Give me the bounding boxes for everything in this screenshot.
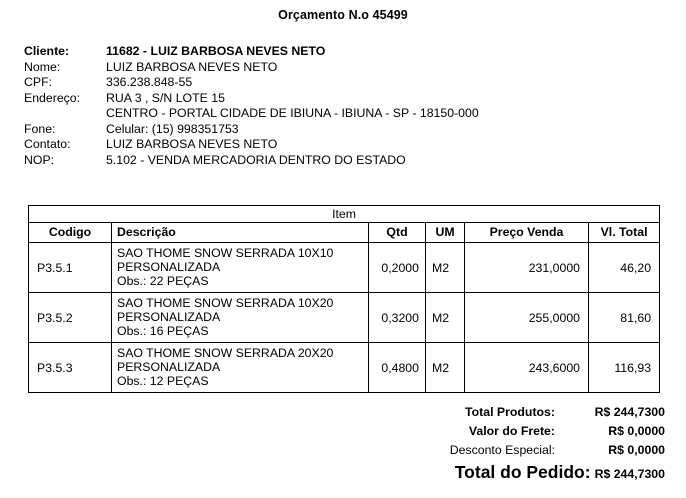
customer-label-cliente: Cliente: <box>24 44 70 58</box>
customer-label-contato: Contato: <box>24 137 71 151</box>
descricao-line-2: PERSONALIZADA <box>117 360 221 374</box>
cell-um: M2 <box>426 293 465 343</box>
customer-row-endereco <box>24 91 664 107</box>
cell-vl-total: 116,93 <box>589 343 660 393</box>
customer-value-fone: Celular: (15) 998351753 <box>106 121 239 136</box>
descricao-line-1: SAO THOME SNOW SERRADA 20X20 <box>117 346 334 360</box>
desconto-especial-label: Desconto Especial: <box>449 443 555 457</box>
total-pedido-label: Total do Pedido: <box>454 462 591 482</box>
totals-block <box>380 405 665 488</box>
column-header-qtd[interactable]: Qtd <box>369 223 426 243</box>
customer-value-contato: LUIZ BARBOSA NEVES NETO <box>106 137 278 151</box>
items-table-group-header: Item <box>29 206 660 223</box>
cell-descricao <box>112 243 369 293</box>
items-table-header-row <box>29 223 660 243</box>
table-row <box>29 293 660 343</box>
customer-row-nop <box>24 153 664 169</box>
customer-label-cpf: CPF: <box>24 75 53 89</box>
column-header-descricao[interactable]: Descrição <box>112 223 369 243</box>
cell-preco-venda: 243,6000 <box>465 343 589 393</box>
total-pedido-row <box>380 462 665 488</box>
descricao-observacao: Obs.: 22 PEÇAS <box>117 274 209 288</box>
cell-descricao <box>112 293 369 343</box>
desconto-especial-value: R$ 0,0000 <box>608 443 665 457</box>
customer-value-endereco: RUA 3 , S/N LOTE 15 <box>106 90 225 105</box>
items-table <box>28 205 660 393</box>
descricao-line-1: SAO THOME SNOW SERRADA 10X10 <box>117 246 334 260</box>
customer-label-nome: Nome: <box>24 59 61 74</box>
cell-vl-total: 81,60 <box>589 293 660 343</box>
customer-row-cpf <box>24 75 664 91</box>
customer-row-nome <box>24 60 664 76</box>
cell-codigo: P3.5.2 <box>29 293 112 343</box>
descricao-observacao: Obs.: 16 PEÇAS <box>117 324 209 338</box>
customer-row-contato <box>24 137 664 153</box>
column-header-vl-total[interactable]: Vl. Total <box>589 223 660 243</box>
cell-qtd: 0,3200 <box>369 293 426 343</box>
total-produtos-row <box>380 405 665 424</box>
cell-vl-total: 46,20 <box>589 243 660 293</box>
descricao-line-2: PERSONALIZADA <box>117 260 221 274</box>
column-header-preco-venda[interactable]: Preço Venda <box>465 223 589 243</box>
customer-row-fone <box>24 122 664 138</box>
items-table-group-header-row <box>29 206 660 223</box>
valor-frete-label: Valor do Frete: <box>468 424 555 438</box>
cell-codigo: P3.5.1 <box>29 243 112 293</box>
column-header-um[interactable]: UM <box>426 223 465 243</box>
table-row <box>29 243 660 293</box>
total-produtos-value: R$ 244,7300 <box>594 405 665 419</box>
customer-value-endereco-continued: CENTRO - PORTAL CIDADE DE IBIUNA - IBIUNA - SP - 18150-000 <box>106 106 479 120</box>
cell-preco-venda: 231,0000 <box>465 243 589 293</box>
customer-label-endereco: Endereço: <box>24 90 81 105</box>
descricao-observacao: Obs.: 12 PEÇAS <box>117 374 209 388</box>
descricao-line-2: PERSONALIZADA <box>117 310 221 324</box>
valor-frete-value: R$ 0,0000 <box>608 424 665 438</box>
valor-frete-row <box>380 424 665 443</box>
customer-value-nop: 5.102 - VENDA MERCADORIA DENTRO DO ESTADO <box>106 152 406 167</box>
total-produtos-label: Total Produtos: <box>465 405 555 419</box>
customer-info-block <box>24 44 664 168</box>
desconto-especial-row <box>380 443 665 462</box>
cell-um: M2 <box>426 343 465 393</box>
total-pedido-value: R$ 244,7300 <box>594 467 665 481</box>
column-header-codigo[interactable]: Codigo <box>29 223 112 243</box>
cell-descricao <box>112 343 369 393</box>
customer-label-nop: NOP: <box>24 152 55 167</box>
cell-codigo: P3.5.3 <box>29 343 112 393</box>
customer-value-cliente: 11682 - LUIZ BARBOSA NEVES NETO <box>106 44 326 58</box>
customer-row-endereco-continued <box>24 106 664 122</box>
customer-row-cliente <box>24 44 664 60</box>
customer-value-nome: LUIZ BARBOSA NEVES NETO <box>106 59 278 74</box>
table-row <box>29 343 660 393</box>
customer-value-cpf: 336.238.848-55 <box>106 75 193 89</box>
page-title: Orçamento N.o 45499 <box>278 8 408 22</box>
customer-label-fone: Fone: <box>24 121 56 136</box>
cell-qtd: 0,4800 <box>369 343 426 393</box>
descricao-line-1: SAO THOME SNOW SERRADA 10X20 <box>117 296 334 310</box>
cell-qtd: 0,2000 <box>369 243 426 293</box>
cell-preco-venda: 255,0000 <box>465 293 589 343</box>
cell-um: M2 <box>426 243 465 293</box>
